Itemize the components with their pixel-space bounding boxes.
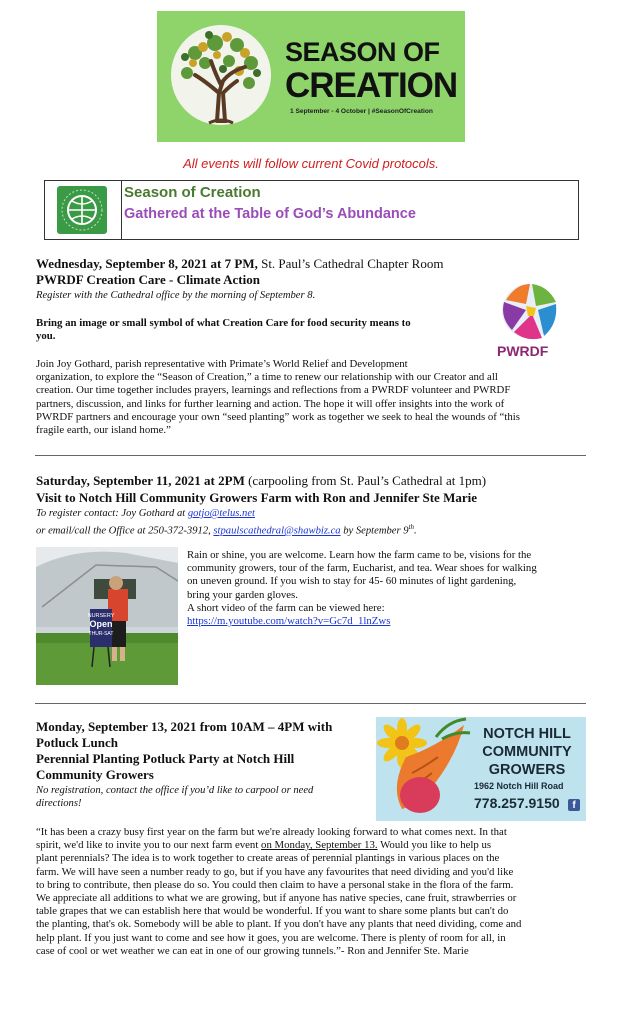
- event3-quote: [36, 826, 521, 958]
- sign-text-days: THUR-SAT: [88, 631, 114, 637]
- pwrdf-logo: [496, 280, 562, 345]
- pwrdf-logo-text: PWRDF: [497, 343, 549, 359]
- event3-date-line1: Monday, September 13, 2021 from 10AM – 4PM with: [36, 719, 333, 734]
- event1-location: St. Paul’s Cathedral Chapter Room: [257, 256, 444, 271]
- email-link-stpauls[interactable]: stpaulscathedral@shawbiz.ca: [213, 525, 341, 537]
- event2-register-text: To register contact: Joy Gothard at: [36, 508, 188, 519]
- email-link-gotjo[interactable]: gotjo@telus.net: [187, 508, 255, 519]
- event3-title-line1: Perennial Planting Potluck Party at Notch Hill: [36, 751, 295, 766]
- farm-photo-image: [36, 547, 178, 685]
- farm-video-link[interactable]: https://m.youtube.com/watch?v=Gc7d_1lnZws: [187, 615, 391, 628]
- carrot-flower-icon: [376, 717, 474, 821]
- covid-notice: All events will follow current Covid protocols.: [183, 156, 439, 171]
- event3-quote-text: spirit, we'd like to invite you to our next farm event: [36, 839, 262, 852]
- event1-desc-line: PWRDF partners and encourage your own “seed planting” work as together we seek to heal the wounds of “this: [36, 410, 520, 423]
- event3-quote-line: case of cool or wet weather we can eat in one of our growing tunnels.”- Ron and Jennifer Ste. Marie: [36, 944, 469, 957]
- event2-desc-line: Rain or shine, you are welcome. Learn how the farm came to be, visions for the: [187, 549, 532, 561]
- event2-description: [187, 549, 537, 628]
- event1-register: Register with the Cathedral office by the morning of September 8.: [36, 290, 316, 301]
- event3-title-line2: Community Growers: [36, 767, 154, 782]
- creation-care-globe-icon: [45, 181, 121, 239]
- sign-text-nursery: NURSERY: [87, 613, 115, 619]
- event1-bring-line2: you.: [36, 330, 56, 342]
- facebook-icon[interactable]: f: [568, 799, 580, 811]
- event2-desc-line: A short video of the farm can be viewed here:: [187, 601, 385, 614]
- event1-description: [36, 358, 520, 437]
- creation-care-logo: [45, 181, 122, 239]
- event3-quote-line: table grapes that we can establish here that would be wonderful. If you want to share some plants but can't do: [36, 905, 509, 918]
- section-divider: [35, 455, 586, 456]
- event3-quote-line: “It has been a crazy busy first year on the farm but we're already looking forward to what comes next. In that: [36, 826, 507, 838]
- event3-quote-line: [36, 839, 521, 852]
- notch-hill-logo: [376, 717, 586, 821]
- section-divider: [35, 703, 586, 704]
- event2-contact-deadline: by September 9: [340, 525, 409, 537]
- event3-date-underlined: on Monday, September 13.: [261, 839, 378, 852]
- event2-contact-text: or email/call the Office at 250-372-3912,: [36, 525, 214, 537]
- event1-bring-line1: Bring an image or small symbol of what Creation Care for food security means to: [36, 317, 411, 329]
- sign-text-open: Open: [89, 619, 113, 629]
- event3-quote-line: to bring to contribute, then please do so. You could then claim to have a personal stake in the flora of the farm.: [36, 878, 514, 891]
- event2-heading: [36, 473, 486, 488]
- event3-date-line2: Potluck Lunch: [36, 735, 118, 750]
- event2-date: Saturday, September 11, 2021 at 2PM: [36, 473, 245, 488]
- notch-title-line: GROWERS: [488, 762, 566, 778]
- event2-desc-line: bring your garden gloves.: [187, 588, 298, 601]
- event1-desc-line: creation. Our time together includes prayers, learnings and reflections from a PWRDF volunteer and PWRDF: [36, 384, 511, 397]
- event1-title: PWRDF Creation Care - Climate Action: [36, 272, 260, 287]
- event1-date: Wednesday, September 8, 2021 at 7 PM,: [36, 256, 258, 271]
- notch-title-line: NOTCH HILL: [483, 726, 571, 742]
- event2-desc-line: on uneven ground. If you wish to stay for 45- 60 minutes of light gardening,: [187, 575, 517, 588]
- event3-quote-text: Would you like to help us: [377, 839, 492, 852]
- notch-hill-logo-title: [468, 725, 586, 779]
- event3-quote-line: the planting, that's ok. Somebody will be able to plant. If you don't have any plants that need dividing, come and: [36, 918, 522, 931]
- event3-note-line2: directions!: [36, 798, 82, 809]
- event1-desc-line: Join Joy Gothard, parish representative with Primate’s World Relief and Development: [36, 358, 408, 370]
- event2-contact-sup: th: [408, 523, 415, 531]
- event3-quote-line: We appreciate all additions to what we are growing, but if anyone has native species, cane fruit, strawberries or: [36, 892, 517, 905]
- event3-quote-line: farm. We will have seen a number ready to go, but if you have any favourites that need dividing and you'd like: [36, 865, 514, 878]
- event2-desc-line: community growers, tour of the farm, Eucharist, and tea. Wear shoes for walking: [187, 562, 537, 575]
- season-of-creation-banner: [157, 11, 465, 142]
- event1-desc-line: partners, discussion, and links for further learning and action. The hope it will offer insights into the work of: [36, 397, 505, 410]
- event1-desc-line: fragile earth, our island home.”: [36, 424, 171, 437]
- series-title: Season of Creation: [124, 184, 261, 201]
- event2-contact: [36, 521, 417, 538]
- notch-title-line: COMMUNITY: [482, 744, 572, 760]
- event3-quote-line: plant perennials? The idea is to work together to create areas of perennial plantings in various places on the: [36, 852, 500, 865]
- title-box: [44, 180, 579, 240]
- pwrdf-globe-icon: [496, 280, 562, 342]
- event1-desc-line: organization, to explore the “Season of Creation,” a time to renew our relationship with our Creator and all: [36, 371, 498, 384]
- event1-heading: [36, 256, 443, 271]
- event2-register: [36, 507, 255, 520]
- series-subtitle: Gathered at the Table of God’s Abundance: [124, 206, 416, 222]
- notch-hill-address: 1962 Notch Hill Road: [474, 781, 564, 791]
- event2-carpool: (carpooling from St. Paul’s Cathedral at 1pm): [244, 473, 487, 488]
- banner-dates: 1 September - 4 October | #SeasonOfCreation: [290, 108, 433, 115]
- event3-quote-line: help plant. If you just want to come and see how it goes, you are welcome. There is plenty of room for all, in: [36, 931, 506, 944]
- banner-title-line1: SEASON OF: [285, 37, 440, 67]
- farm-photo: [36, 547, 178, 685]
- tree-logo-icon: [165, 23, 277, 131]
- banner-title-line2: CREATION: [285, 66, 458, 105]
- event2-title: Visit to Notch Hill Community Growers Farm with Ron and Jennifer Ste Marie: [36, 490, 477, 505]
- event2-contact-end: .: [414, 525, 417, 537]
- event3-note-line1: No registration, contact the office if you’d like to carpool or need: [36, 785, 314, 796]
- notch-hill-phone: 778.257.9150: [474, 795, 560, 811]
